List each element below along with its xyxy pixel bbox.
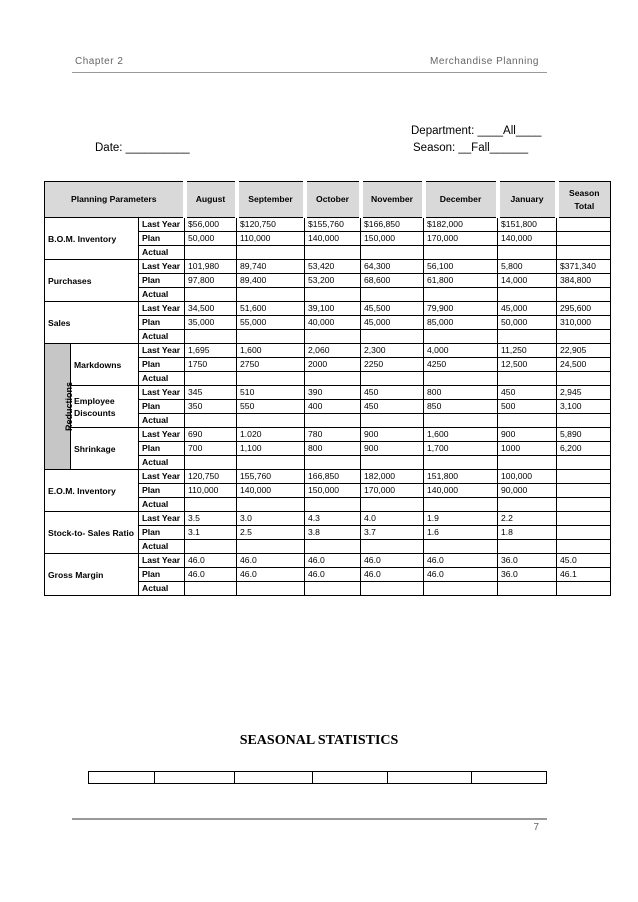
value-cell: 1.6 [424, 526, 498, 540]
value-cell: 3.8 [305, 526, 361, 540]
value-cell: 22,905 [557, 344, 611, 358]
param-name: B.O.M. Inventory [45, 218, 139, 260]
value-cell [498, 540, 557, 554]
value-cell: 3.1 [185, 526, 237, 540]
value-cell: 170,000 [424, 232, 498, 246]
value-cell: 450 [498, 386, 557, 400]
value-cell [424, 246, 498, 260]
value-cell: $166,850 [361, 218, 424, 232]
row-type-label: Actual [139, 246, 185, 260]
value-cell [498, 372, 557, 386]
value-cell: 12,500 [498, 358, 557, 372]
value-cell: 310,000 [557, 316, 611, 330]
planning-table [44, 181, 611, 596]
value-cell [557, 414, 611, 428]
value-cell [557, 512, 611, 526]
value-cell [557, 582, 611, 596]
season-field: Season: __Fall______ [413, 142, 529, 154]
value-cell: 1.020 [237, 428, 305, 442]
value-cell: 36.0 [498, 554, 557, 568]
value-cell: 110,000 [237, 232, 305, 246]
page-number: 7 [533, 822, 539, 833]
value-cell: 140,000 [305, 232, 361, 246]
value-cell: 46.0 [305, 568, 361, 582]
row-type-label: Last Year [139, 344, 185, 358]
value-cell [424, 456, 498, 470]
value-cell: $120,750 [237, 218, 305, 232]
value-cell: 690 [185, 428, 237, 442]
value-cell: 151,800 [424, 470, 498, 484]
value-cell [305, 582, 361, 596]
col-header-september: September [237, 182, 305, 218]
value-cell [557, 372, 611, 386]
value-cell [557, 232, 611, 246]
value-cell: 780 [305, 428, 361, 442]
value-cell: 53,420 [305, 260, 361, 274]
value-cell [498, 456, 557, 470]
value-cell: 46.0 [361, 568, 424, 582]
header-rule [72, 72, 547, 73]
value-cell [361, 288, 424, 302]
value-cell [557, 330, 611, 344]
value-cell [237, 414, 305, 428]
row-type-label: Last Year [139, 470, 185, 484]
param-name: Purchases [45, 260, 139, 302]
value-cell: 85,000 [424, 316, 498, 330]
value-cell: 46.0 [424, 554, 498, 568]
value-cell: 700 [185, 442, 237, 456]
value-cell: 89,400 [237, 274, 305, 288]
value-cell: 46.0 [185, 554, 237, 568]
param-name: Shrinkage [71, 428, 139, 470]
value-cell [361, 498, 424, 512]
value-cell: 390 [305, 386, 361, 400]
value-cell [361, 540, 424, 554]
value-cell: 550 [237, 400, 305, 414]
value-cell: 39,100 [305, 302, 361, 316]
value-cell [185, 498, 237, 512]
stats-cell [154, 772, 234, 784]
value-cell [557, 540, 611, 554]
value-cell: 56,100 [424, 260, 498, 274]
value-cell: 1,100 [237, 442, 305, 456]
value-cell [557, 526, 611, 540]
value-cell: 2.2 [498, 512, 557, 526]
stats-cell [234, 772, 313, 784]
value-cell [185, 456, 237, 470]
value-cell: 850 [424, 400, 498, 414]
value-cell: 2,945 [557, 386, 611, 400]
value-cell: 46.0 [424, 568, 498, 582]
value-cell: 110,000 [185, 484, 237, 498]
param-name: Sales [45, 302, 139, 344]
value-cell: 1.9 [424, 512, 498, 526]
row-type-label: Plan [139, 274, 185, 288]
value-cell: 140,000 [424, 484, 498, 498]
value-cell [237, 372, 305, 386]
value-cell [361, 246, 424, 260]
value-cell: 40,000 [305, 316, 361, 330]
value-cell: 345 [185, 386, 237, 400]
value-cell: 11,250 [498, 344, 557, 358]
header-row [45, 182, 611, 218]
value-cell: 45,000 [498, 302, 557, 316]
row-type-label: Last Year [139, 302, 185, 316]
value-cell [424, 330, 498, 344]
department-field: Department: ____All____ [411, 125, 542, 137]
value-cell: 4250 [424, 358, 498, 372]
row-type-label: Plan [139, 526, 185, 540]
value-cell: 150,000 [305, 484, 361, 498]
row-type-label: Last Year [139, 428, 185, 442]
value-cell [424, 288, 498, 302]
value-cell [557, 246, 611, 260]
value-cell [361, 456, 424, 470]
row-type-label: Actual [139, 372, 185, 386]
value-cell: 900 [361, 442, 424, 456]
value-cell: 3,100 [557, 400, 611, 414]
value-cell [498, 288, 557, 302]
value-cell [185, 246, 237, 260]
value-cell [305, 456, 361, 470]
value-cell [237, 246, 305, 260]
row-type-label: Last Year [139, 218, 185, 232]
value-cell [361, 414, 424, 428]
row-type-label: Last Year [139, 260, 185, 274]
stats-row [89, 772, 547, 784]
value-cell [557, 288, 611, 302]
value-cell [185, 582, 237, 596]
value-cell [361, 372, 424, 386]
value-cell: 800 [305, 442, 361, 456]
value-cell: 64,300 [361, 260, 424, 274]
param-name: Markdowns [71, 344, 139, 386]
value-cell: 1750 [185, 358, 237, 372]
value-cell: 45,000 [361, 316, 424, 330]
value-cell [557, 218, 611, 232]
value-cell: 155,760 [237, 470, 305, 484]
value-cell: 166,850 [305, 470, 361, 484]
value-cell [557, 498, 611, 512]
value-cell: 350 [185, 400, 237, 414]
value-cell: 34,500 [185, 302, 237, 316]
row-type-label: Last Year [139, 554, 185, 568]
param-name: Employee Discounts [71, 386, 139, 428]
value-cell: 5,800 [498, 260, 557, 274]
value-cell: 14,000 [498, 274, 557, 288]
value-cell: 900 [361, 428, 424, 442]
value-cell [237, 288, 305, 302]
stats-cell [89, 772, 155, 784]
value-cell: 4.3 [305, 512, 361, 526]
row-type-label: Last Year [139, 512, 185, 526]
value-cell: 2.5 [237, 526, 305, 540]
value-cell: 1,600 [237, 344, 305, 358]
value-cell [237, 330, 305, 344]
value-cell: 46.0 [305, 554, 361, 568]
value-cell: 68,600 [361, 274, 424, 288]
value-cell [424, 498, 498, 512]
value-cell: $56,000 [185, 218, 237, 232]
value-cell: $155,760 [305, 218, 361, 232]
col-header-january: January [498, 182, 557, 218]
value-cell: 101,980 [185, 260, 237, 274]
row-type-label: Actual [139, 582, 185, 596]
value-cell [185, 288, 237, 302]
value-cell: 140,000 [237, 484, 305, 498]
value-cell: 3.5 [185, 512, 237, 526]
reductions-label: Reductions [45, 344, 71, 470]
value-cell [557, 456, 611, 470]
value-cell: 24,500 [557, 358, 611, 372]
value-cell: 450 [361, 386, 424, 400]
value-cell: 51,600 [237, 302, 305, 316]
value-cell: 79,900 [424, 302, 498, 316]
value-cell: 55,000 [237, 316, 305, 330]
value-cell [305, 498, 361, 512]
value-cell: 97,800 [185, 274, 237, 288]
value-cell: 2,060 [305, 344, 361, 358]
chapter-label: Chapter 2 [75, 56, 124, 67]
row-type-label: Plan [139, 358, 185, 372]
value-cell: 800 [424, 386, 498, 400]
row-type-label: Actual [139, 414, 185, 428]
col-header-season-total: Season Total [557, 182, 611, 218]
seasonal-statistics-title: SEASONAL STATISTICS [239, 733, 399, 748]
value-cell: 295,600 [557, 302, 611, 316]
value-cell [557, 484, 611, 498]
value-cell: 2,300 [361, 344, 424, 358]
seasonal-statistics-table [88, 771, 547, 784]
row-type-label: Last Year [139, 386, 185, 400]
value-cell: 384,800 [557, 274, 611, 288]
value-cell [305, 330, 361, 344]
value-cell [237, 498, 305, 512]
param-name: Gross Margin [45, 554, 139, 596]
value-cell: 3.0 [237, 512, 305, 526]
value-cell: 150,000 [361, 232, 424, 246]
value-cell: 450 [361, 400, 424, 414]
value-cell: 46.0 [185, 568, 237, 582]
param-name: E.O.M. Inventory [45, 470, 139, 512]
value-cell [498, 246, 557, 260]
value-cell: 53,200 [305, 274, 361, 288]
row-type-label: Actual [139, 288, 185, 302]
value-cell [305, 372, 361, 386]
value-cell: 46.0 [361, 554, 424, 568]
row-type-label: Actual [139, 540, 185, 554]
value-cell: $371,340 [557, 260, 611, 274]
value-cell [424, 372, 498, 386]
col-header-october: October [305, 182, 361, 218]
row-type-label: Plan [139, 232, 185, 246]
value-cell: 2250 [361, 358, 424, 372]
value-cell: 140,000 [498, 232, 557, 246]
value-cell: 89,740 [237, 260, 305, 274]
section-label: Merchandise Planning [430, 56, 539, 67]
param-name: Stock-to- Sales Ratio [45, 512, 139, 554]
value-cell [498, 330, 557, 344]
row-type-label: Plan [139, 568, 185, 582]
value-cell [185, 540, 237, 554]
col-header-august: August [185, 182, 237, 218]
value-cell: 1,700 [424, 442, 498, 456]
value-cell: 400 [305, 400, 361, 414]
value-cell [237, 456, 305, 470]
value-cell: 1,600 [424, 428, 498, 442]
value-cell: 5,890 [557, 428, 611, 442]
value-cell: 46.0 [237, 568, 305, 582]
value-cell: 46.0 [237, 554, 305, 568]
value-cell [305, 540, 361, 554]
value-cell [305, 414, 361, 428]
value-cell: 2750 [237, 358, 305, 372]
value-cell: 500 [498, 400, 557, 414]
value-cell [185, 330, 237, 344]
value-cell: 50,000 [498, 316, 557, 330]
value-cell [424, 540, 498, 554]
planning-table-body [45, 218, 611, 596]
row-type-label: Plan [139, 400, 185, 414]
value-cell: 1.8 [498, 526, 557, 540]
value-cell [305, 288, 361, 302]
value-cell [185, 414, 237, 428]
footer-rule [72, 818, 547, 820]
value-cell: 4,000 [424, 344, 498, 358]
value-cell: $182,000 [424, 218, 498, 232]
value-cell: 36.0 [498, 568, 557, 582]
value-cell [498, 414, 557, 428]
stats-cell [388, 772, 472, 784]
value-cell [424, 582, 498, 596]
value-cell [498, 498, 557, 512]
row-type-label: Actual [139, 456, 185, 470]
row-type-label: Actual [139, 498, 185, 512]
date-field: Date: __________ [95, 142, 190, 154]
value-cell: 120,750 [185, 470, 237, 484]
stats-cell [472, 772, 547, 784]
value-cell: 900 [498, 428, 557, 442]
value-cell [361, 330, 424, 344]
value-cell: 45,500 [361, 302, 424, 316]
value-cell [361, 582, 424, 596]
value-cell: 35,000 [185, 316, 237, 330]
value-cell: 2000 [305, 358, 361, 372]
value-cell: 1000 [498, 442, 557, 456]
row-type-label: Plan [139, 316, 185, 330]
value-cell: 182,000 [361, 470, 424, 484]
value-cell: 46.1 [557, 568, 611, 582]
value-cell: 6,200 [557, 442, 611, 456]
value-cell: 3.7 [361, 526, 424, 540]
value-cell [557, 470, 611, 484]
row-type-label: Plan [139, 484, 185, 498]
value-cell: 45.0 [557, 554, 611, 568]
col-header-params: Planning Parameters [45, 182, 185, 218]
value-cell [424, 414, 498, 428]
stats-cell [313, 772, 388, 784]
value-cell: 61,800 [424, 274, 498, 288]
value-cell [237, 582, 305, 596]
row-type-label: Plan [139, 442, 185, 456]
value-cell: 170,000 [361, 484, 424, 498]
col-header-december: December [424, 182, 498, 218]
value-cell: 100,000 [498, 470, 557, 484]
value-cell: $151,800 [498, 218, 557, 232]
value-cell: 1,695 [185, 344, 237, 358]
col-header-november: November [361, 182, 424, 218]
value-cell [498, 582, 557, 596]
value-cell: 510 [237, 386, 305, 400]
value-cell [185, 372, 237, 386]
value-cell: 4.0 [361, 512, 424, 526]
value-cell: 90,000 [498, 484, 557, 498]
value-cell [237, 540, 305, 554]
value-cell [305, 246, 361, 260]
value-cell: 50,000 [185, 232, 237, 246]
row-type-label: Actual [139, 330, 185, 344]
